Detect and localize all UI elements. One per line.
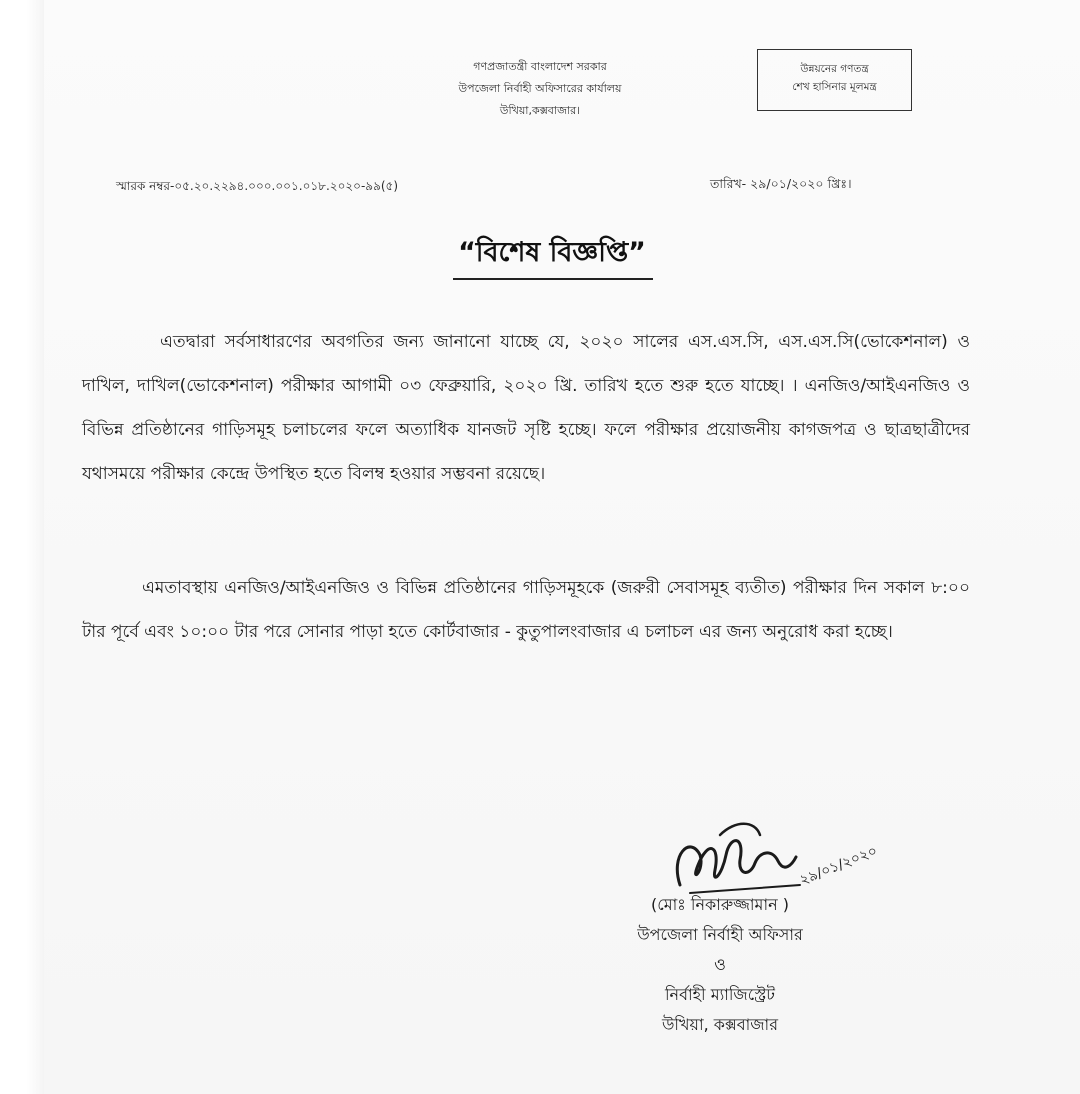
signature-date: ২৯/০১/২০২০ [797,843,880,889]
office-header [380,56,700,122]
signatory-designation-2: নির্বাহী ম্যাজিস্ট্রেট [664,985,776,1004]
signatory-name: (মোঃ নিকারুজ্জামান ) [651,895,789,914]
header-line-government: গণপ্রজাতন্ত্রী বাংলাদেশ সরকার [473,60,607,73]
signatory-conjunction: ও [714,955,726,974]
motto-box [757,49,912,111]
header-line-location: উখিয়া,কক্সবাজার। [499,104,581,117]
motto-line-2: শেখ হাসিনার মূলমন্ত্র [792,81,877,93]
header-line-office: উপজেলা নির্বাহী অফিসারের কার্যালয় [458,82,622,95]
signatory-block [590,890,850,1040]
memo-date: তারিখ- ২৯/০১/২০২০ খ্রিঃ। [710,176,852,191]
signatory-designation-1: উপজেলা নির্বাহী অফিসার [637,925,803,944]
notice-paragraph-2: এমতাবস্থায় এনজিও/আইএনজিও ও বিভিন্ন প্রতিষ্ঠানের গাড়িসমূহকে (জরুরী সেবাসমূহ ব্যতীত) পরীক্ষার দিন সকাল ৮:০০ টার পূর্বে এবং ১০:০০ টার পরে সোনার পাড়া হতে কোর্টবাজার - কুতুপালংবাজার এ চলাচল এর জন্য অনুরোধ করা হচ্ছে। [82,578,970,642]
title-underline [453,278,653,280]
motto-line-1: উন্নয়নের গণতন্ত্র [800,63,869,75]
memo-number: স্মারক নম্বর-০৫.২০.২২৯৪.০০০.০০১.০১৮.২০২০-৯৯(৫) [116,179,399,193]
notice-paragraph-1: এতদ্বারা সর্বসাধারণের অবগতির জন্য জানানো যাচ্ছে যে, ২০২০ সালের এস.এস.সি, এস.এস.সি(ভোকেশনাল) ও দাখিল, দাখিল(ভোকেশনাল) পরীক্ষার আগামী ০৩ ফেব্রুয়ারি, ২০২০ খ্রি. তারিখ হতে শুরু হতে যাচ্ছে। । এনজিও/আইএনজিও ও বিভিন্ন প্রতিষ্ঠানের গাড়িসমূহ চলাচলের ফলে অত্যাধিক যানজট সৃষ্টি হচ্ছে। ফলে পরীক্ষার প্রয়োজনীয় কাগজপত্র ও ছাত্রছাত্রীদের যথাসময়ে পরীক্ষার কেন্দ্রে উপস্থিত হতে বিলম্ব হওয়ার সম্ভবনা রয়েছে। [82,332,970,484]
signatory-location: উখিয়া, কক্সবাজার [661,1015,779,1034]
notice-title: “বিশেষ বিজ্ঞপ্তি” [458,237,646,268]
page-edge-shade [0,0,44,1094]
